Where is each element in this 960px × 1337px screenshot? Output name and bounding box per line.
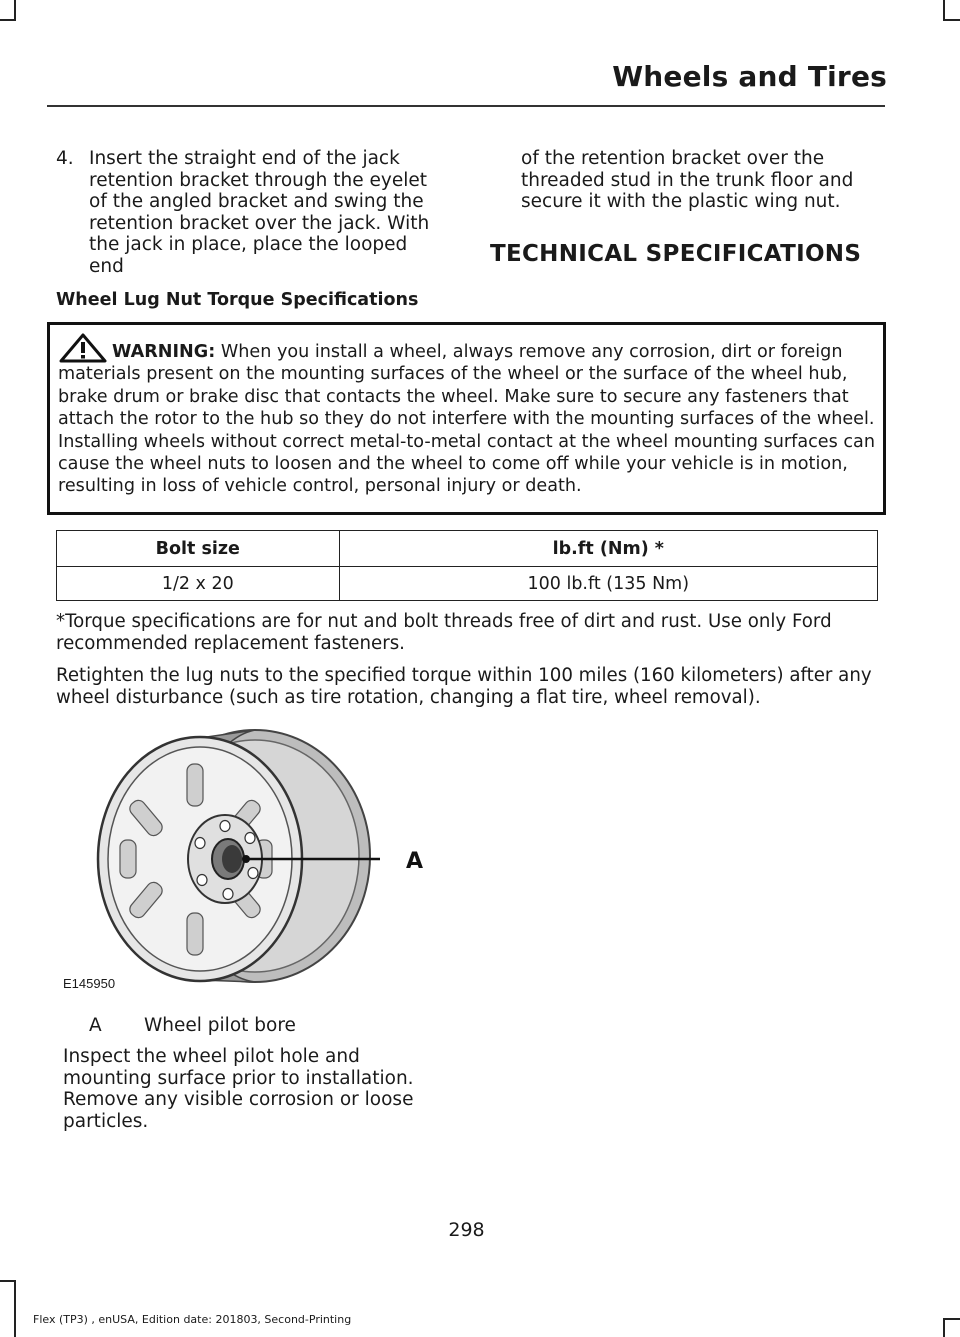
page-number: 298 (448, 1219, 485, 1241)
footer-text: Flex (TP3) , enUSA, Edition date: 201803, Second-Printing (33, 1313, 352, 1326)
callout-label: A (406, 849, 424, 874)
crop-mark (943, 0, 945, 20)
section-heading: TECHNICAL SPECIFICATIONS (490, 241, 862, 267)
crop-mark (14, 1280, 16, 1337)
torque-table (56, 530, 878, 601)
crop-mark (943, 1318, 945, 1337)
table-header-bolt-size: Bolt size (57, 531, 340, 567)
figure-code: E145950 (63, 976, 116, 991)
step-4 (56, 148, 448, 277)
retighten-paragraph: Retighten the lug nuts to the specified torque within 100 miles (160 kilometers) after any wheel disturbance (such as tire rotation, changing a flat tire, wheel removal). (56, 665, 872, 708)
warning-body: When you install a wheel, always remove any corrosion, dirt or foreign materials present on the mounting surfaces of the wheel or the surface of the wheel hub, brake drum or brake disc that contacts the wheel. Make sure to secure any fasteners that attach the rotor to the hub so they do not interfere with the mounting surfaces of the wheel. Installing wheels without correct metal-to-metal contact at the wheel mounting surfaces can cause the wheel nuts to loosen and the wheel to come off while your vehicle is in motion, resulting in loss of vehicle control, personal injury or death. (58, 342, 875, 497)
crop-mark (14, 0, 16, 20)
crop-mark (0, 1280, 16, 1282)
warning-box (47, 322, 886, 515)
header-divider (47, 105, 885, 107)
crop-mark (943, 1318, 960, 1320)
table-cell: 1/2 x 20 (57, 567, 340, 601)
footnote-paragraph: *Torque specifications are for nut and bolt threads free of dirt and rust. Use only Ford recommended replacement fasteners. (56, 611, 832, 654)
wheel-illustration (50, 728, 440, 990)
warning-text (58, 333, 879, 498)
table-row (57, 567, 878, 601)
sub-heading: Wheel Lug Nut Torque Specifications (56, 290, 419, 310)
inspect-paragraph: Inspect the wheel pilot hole and mounting surface prior to installation. Remove any visible corrosion or loose particles. (63, 1046, 414, 1132)
crop-mark (943, 19, 960, 21)
legend-letter: A (89, 1015, 102, 1036)
table-cell: 100 lb.ft (135 Nm) (339, 567, 877, 601)
step-number: 4. (56, 148, 74, 169)
step-text-continued: of the retention bracket over the threaded stud in the trunk floor and secure it with the plastic wing nut. (521, 148, 854, 212)
crop-mark (0, 19, 16, 21)
page-title: Wheels and Tires (612, 60, 887, 93)
legend-text: Wheel pilot bore (144, 1015, 296, 1036)
table-header-torque: lb.ft (Nm) * (339, 531, 877, 567)
step-text: Insert the straight end of the jack retention bracket through the eyelet of the angled bracket and swing the retention bracket over the jack. With the jack in place, place the looped end (89, 148, 430, 277)
warning-label: WARNING: (112, 342, 216, 362)
warning-triangle-icon (58, 333, 108, 363)
table-header-row (57, 531, 878, 567)
